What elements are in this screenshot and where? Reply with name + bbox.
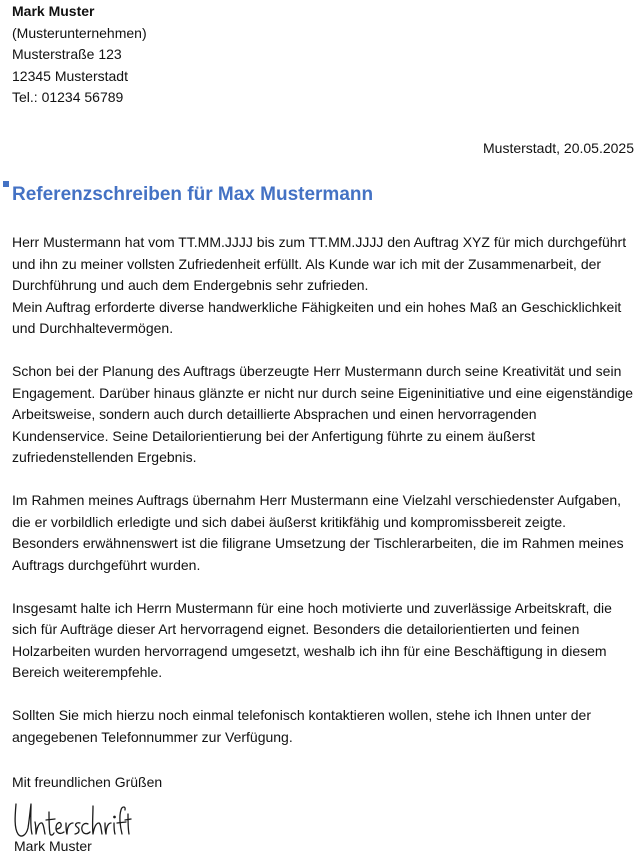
sender-phone: Tel.: 01234 56789 <box>12 89 124 105</box>
body-paragraph-2: Schon bei der Planung des Auftrags überzeugte Herr Mustermann durch seine Kreativität und sein Engagement. Darüber hinaus glänzte er nicht nur durch seine Eigeninitiative und eine eigenständige Arbeitsweise, sondern auch durch detaillierte Absprachen und einen hervorragenden Kundenservice. Seine Detailorientierung bei der Anfertigung führte zu einem äußerst zufriedenstellenden Ergebnis. <box>12 363 634 465</box>
letter-body <box>12 232 636 770</box>
heading-marker-icon <box>3 181 9 187</box>
signer-name: Mark Muster <box>14 838 92 854</box>
letter-heading: Referenzschreiben für Max Mustermann <box>12 184 374 205</box>
body-paragraph-4: Insgesamt halte ich Herrn Mustermann für eine hoch motivierte und zuverlässige Arbeitskraft, die sich für Aufträge dieser Art hervorragend eignet. Besonders die detailorientierten und feinen Holzarbeiten wurden hervorragend umgesetzt, weshalb ich ihn für eine Beschäftigung in diesem Bereich weiterempfehle. <box>12 599 612 680</box>
sender-address-block <box>12 1 147 109</box>
sender-name: Mark Muster <box>12 3 95 19</box>
letter-date: Musterstadt, 20.05.2025 <box>483 140 634 156</box>
body-paragraph-1b: Mein Auftrag erforderte diverse handwerkliche Fähigkeiten und ein hohes Maß an Geschicklichkeit und Durchhaltevermögen. <box>12 298 622 336</box>
body-paragraph-5: Sollten Sie mich hierzu noch einmal telefonisch kontaktieren wollen, stehe ich Ihnen unter der angegebenen Telefonnummer zur Verfügung. <box>12 707 591 745</box>
sender-city: 12345 Musterstadt <box>12 67 128 84</box>
sender-street: Musterstraße 123 <box>12 46 122 62</box>
body-paragraph-1: Herr Mustermann hat vom TT.MM.JJJJ bis zum TT.MM.JJJJ den Auftrag XYZ für mich durchgeführt und ihn zu meiner vollsten Zufriedenheit erfüllt. Als Kunde war ich mit der Zusammenarbeit, der Durchführung und auch dem Endergebnis sehr zufrieden. <box>12 234 627 293</box>
body-paragraph-3: Im Rahmen meines Auftrags übernahm Herr Mustermann eine Vielzahl verschiedenster Aufgaben, die er vorbildlich erledigte und sich dabei äußerst kritikfähig und kompromissbereit zeigte. Besonders erwähnenswert ist die filigrane Umsetzung der Tischlerarbeiten, die im Rahmen meines Auftrags durchgeführt wurden. <box>12 492 624 573</box>
sender-company: (Musterunternehmen) <box>12 24 147 41</box>
closing-salutation: Mit freundlichen Grüßen <box>12 774 163 790</box>
